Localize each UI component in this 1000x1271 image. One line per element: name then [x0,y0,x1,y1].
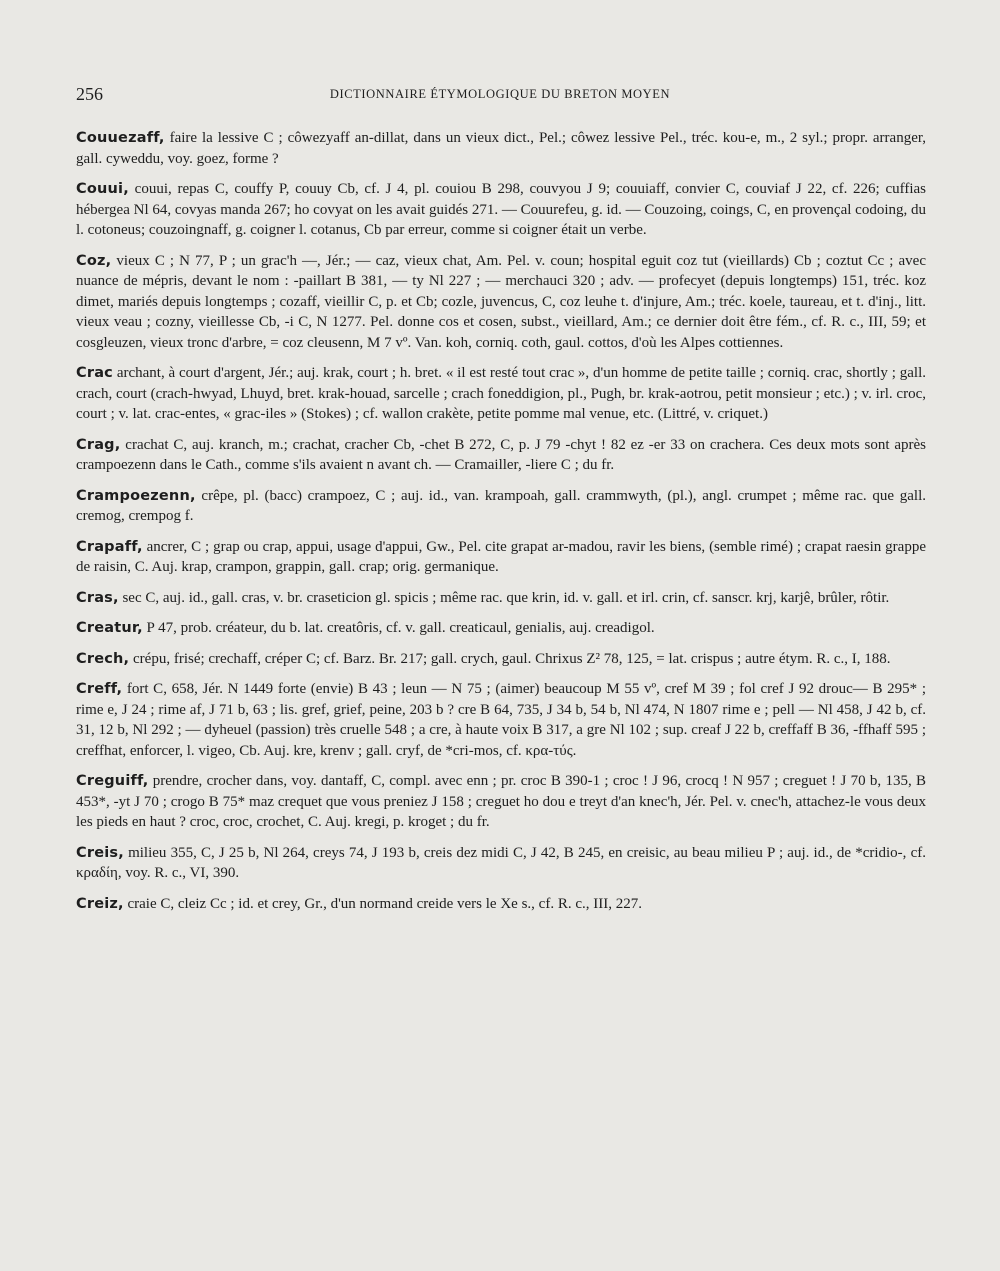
entry-creatur [76,618,926,639]
headword: Creis, [76,844,124,861]
running-title: DICTIONNAIRE ÉTYMOLOGIQUE DU BRETON MOYEN [329,87,671,101]
entry-text: crêpe, pl. (bacc) crampoez, C ; auj. id., van. krampoah, gall. crammwyth, (pl.), angl. crumpet ; même rac. que gall. cremog, crempog f. [76,487,926,524]
entry-text: milieu 355, C, J 25 b, Nl 264, creys 74, J 193 b, creis dez midi C, J 42, B 245, en creisic, au beau milieu P ; auj. id., de *cridio-, cf. κραδίη, voy. R. c., VI, 390. [76,844,926,881]
entry-text: couui, repas C, couffy P, couuy Cb, cf. J 4, pl. couiou B 298, couvyou J 9; couuiaff, convier C, couviaf J 22, cf. 226; cuffias hébergea Nl 64, covyas manda 267; ho covyat on les avait guidés 271. — Couurefeu, g. id. — Couzoing, coings, C, en provençal codoing, du l. cotoneus; couzoingnaff, g. coigner l. cotanus, Cb par erreur, comme si coigner était un verbe. [76,181,926,238]
entry-text: prendre, crocher dans, voy. dantaff, C, compl. avec enn ; pr. croc B 390-1 ; croc ! J 96, crocq ! N 957 ; creguet ! J 70 b, 135, B 453*, -yt J 70 ; crogo B 75* maz crequet que vous preniez J 158 ; creguet ho dou e treyt d'an knec'h, Jér. Pel. v. cnec'h, attachez-le vous deux les pieds en haut ? croc, croc, crochet, C. Auj. kregi, p. kroget ; du fr. [76,773,926,830]
headword: Crech, [76,650,130,667]
entry-text: ancrer, C ; grap ou crap, appui, usage d'appui, Gw., Pel. cite grapat ar-madou, ravir les biens, (semble rimé) ; crapat raesin grappe de raisin, C. Auj. krap, crampon, grappin, gall. crap; orig. germanique. [76,538,926,575]
entry-crapaff [76,537,926,578]
entry-coz [76,251,926,354]
entry-text: crachat C, auj. kranch, m.; crachat, cracher Cb, -chet B 272, C, p. J 79 -chyt ! 82 ez -er 33 on crachera. Ces deux mots sont après crampoezenn dans le Cath., comme s'ils avaient n avant ch. — Cramailler, -liere C ; du fr. [76,436,926,473]
headword: Couuezaff, [76,130,165,146]
headword: Couui, [76,181,129,197]
entry-text: faire la lessive C ; côwezyaff an-dillat, dans un vieux dict., Pel.; côwez lessive Pel., tréc. kou-e, m., 2 syl.; propr. arranger, gall. cyweddu, voy. goez, forme ? [76,130,926,167]
entry-creiz [76,894,926,915]
entry-text: crépu, frisé; crechaff, créper C; cf. Barz. Br. 217; gall. crych, gaul. Chrixus Z² 78, 125, = lat. crispus ; autre étym. R. c., I, 188. [129,650,891,667]
entry-crag [76,435,926,476]
entry-creff [76,679,926,761]
headword: Creff, [76,681,123,697]
page-number: 256 [76,84,103,104]
headword: Creatur, [76,620,143,636]
entry-creis [76,843,926,884]
entry-couuezaff [76,128,926,169]
headword: Crampoezenn, [76,487,196,504]
entry-crech [76,649,926,670]
entry-text: P 47, prob. créateur, du b. lat. creatôris, cf. v. gall. creaticaul, genialis, auj. creadigol. [142,620,655,636]
headword: Coz, [76,252,112,269]
entry-text: fort C, 658, Jér. N 1449 forte (envie) B 43 ; leun — N 75 ; (aimer) beaucoup M 55 vº, cref M 39 ; fol cref J 92 drouc— B 295* ; rime e, J 24 ; rime af, J 71 b, 63 ; lis. gref, grief, peine, 203 b ? cre B 64, 735, J 34 b, 54 b, Nl 474, N 1807 rime e ; pell — Nl 458, J 42 b, cf. 31, 12 b, Nl 292 ; — dyheuel (passion) très cruelle 548 ; a cre, à haute voix B 317, a gre Nl 102 ; sup. creaf J 22 b, creffaff B 36, -ffhaff 595 ; creffhat, enforcer, l. vigeo, Cb. Auj. kre, krenv ; gall. cryf, de *cri-mos, cf. κρα-τύς. [76,681,926,759]
entry-creguiff [76,771,926,833]
entry-text: vieux C ; N 77, P ; un grac'h —, Jér.; — caz, vieux chat, Am. Pel. v. coun; hospital eguit coz tut (vieillards) Cb ; coztut Cc ; avec nuance de mépris, devant le nom : -paillart B 381, — ty Nl 227 ; — merchauci 320 ; adv. — profecyet (depuis longtemps) 151, tréc. koz dimet, mariés depuis longtemps ; cozaff, vieillir C, p. et Cb; cozle, juvencus, C, coz leuhe t. d'injure, Am.; tréc. koele, taureau, et t. d'inj., litt. vieux veau ; cozny, vieillesse Cb, -i C, N 1277. Pel. donne cos et cosen, subst., vieillard, Am.; ce dernier doit être fém., cf. R. c., III, 59; et cosgleuzen, vieux tronc d'arbre, = coz cleusenn, M 7 vº. Van. koh, corniq. coth, gaul. cottos, d'où les Alpes cottiennes. [76,252,926,351]
entry-couui [76,179,926,241]
headword: Creiz, [76,895,124,912]
entry-text: sec C, auj. id., gall. cras, v. br. craseticion gl. spicis ; même rac. que krin, id. v. gall. et irl. crin, cf. sanscr. krj, karjê, brûler, rôtir. [118,589,890,606]
entry-text: archant, à court d'argent, Jér.; auj. krak, court ; h. bret. « il est resté tout crac », d'un homme de petite taille ; corniq. crac, shortly ; gall. crach, court (crach-hwyad, Lhuyd, bret. krak-houad, sarcelle ; crach foneddigion, pl., Pugh, br. krak-aotrou, petit monsieur ; etc.) ; v. irl. croc, court ; v. lat. crac-entes, « grac-iles » (Stokes) ; cf. wallon crakète, petite pomme mal venue, etc. (Littré, v. criquet.) [76,365,926,422]
headword: Creguiff, [76,773,149,789]
headword: Cras, [76,589,119,606]
entry-crampoezenn [76,486,926,527]
headword: Crac [76,365,113,381]
entries-list [76,128,926,924]
headword: Crapaff, [76,538,143,555]
entry-text: craie C, cleiz Cc ; id. et crey, Gr., d'un normand creide vers le Xe s., cf. R. c., III, 227. [123,895,642,912]
headword: Crag, [76,436,121,453]
entry-cras [76,588,926,609]
entry-crac [76,363,926,425]
page-header [76,84,924,108]
